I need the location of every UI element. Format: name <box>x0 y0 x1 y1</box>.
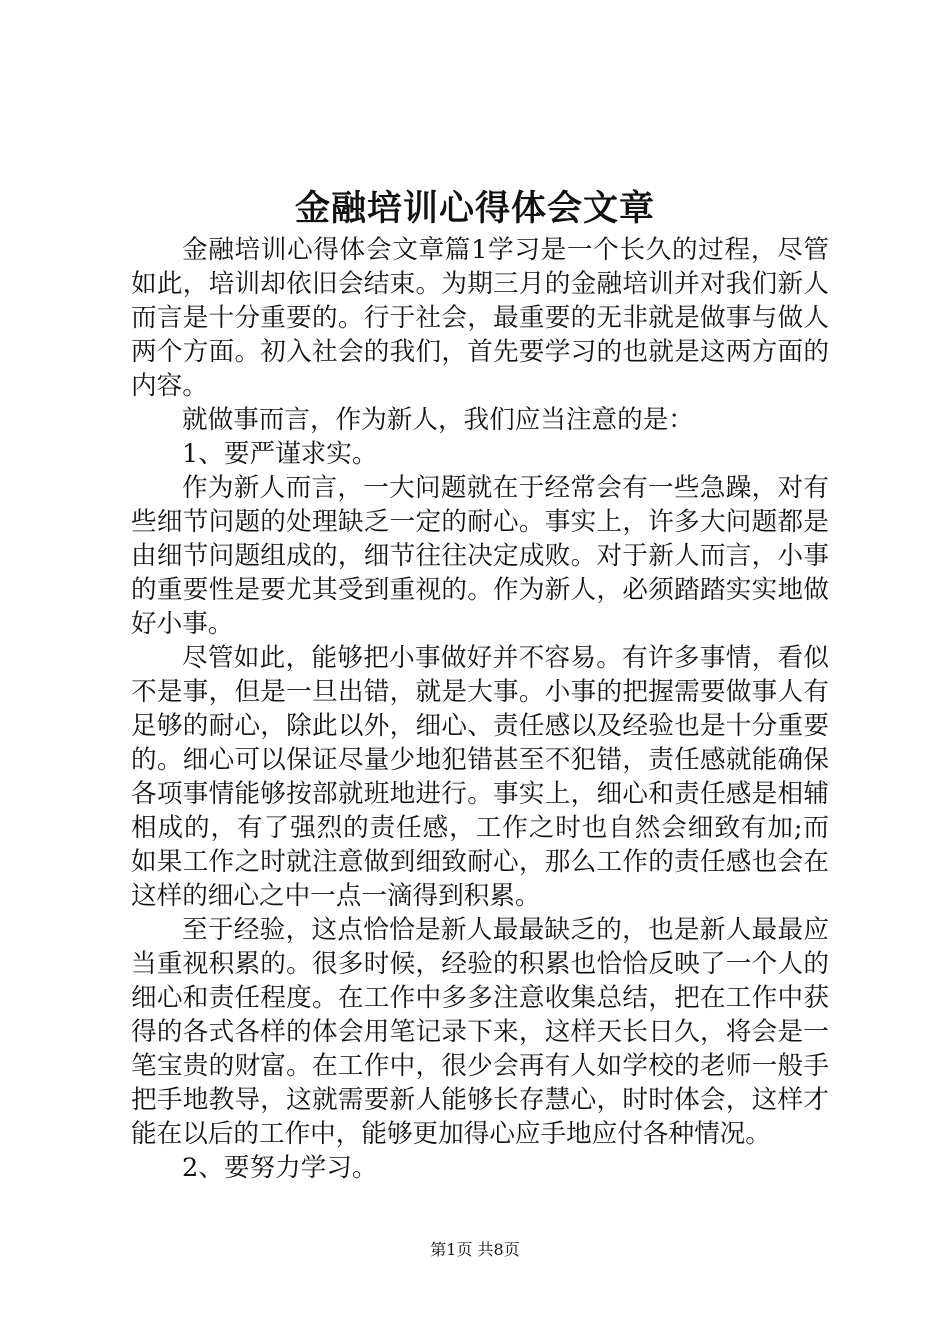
paragraph-details: 作为新人而言，一大问题就在于经常会有一些急躁，对有些细节问题的处理缺乏一定的耐心。事实上，许多大问题都是由细节问题组成的，细节往往决定成败。对于新人而言，小事的重要性是要尤其受到重视的。作为新人，必须踏踏实实地做好小事。 <box>131 473 829 639</box>
page-number: 第1页 共8页 <box>430 1240 520 1259</box>
heading-study: 2、要努力学习。 <box>182 1153 378 1183</box>
document-body <box>131 233 829 1183</box>
paragraph-intro: 金融培训心得体会文章篇1学习是一个长久的过程，尽管如此，培训却依旧会结束。为期三月的金融培训并对我们新人而言是十分重要的。行于社会，最重要的无非就是做事与做人两个方面。初入社会的我们，首先要学习的也就是这两方面的内容。 <box>131 235 829 401</box>
heading-rigorous: 1、要严谨求实。 <box>182 439 378 469</box>
document-title: 金融培训心得体会文章 <box>294 188 655 229</box>
paragraph-experience: 至于经验，这点恰恰是新人最最缺乏的，也是新人最最应当重视积累的。很多时候，经验的积累也恰恰反映了一个人的细心和责任程度。在工作中多多注意收集总结，把在工作中获得的各式各样的体会用笔记录下来，这样天长日久，将会是一笔宝贵的财富。在工作中，很少会再有人如学校的老师一般手把手地教导，这就需要新人能够长存慧心，时时体会，这样才能在以后的工作中，能够更加得心应手地应付各种情况。 <box>131 915 829 1149</box>
paragraph-doing-things: 就做事而言，作为新人，我们应当注意的是： <box>182 405 694 435</box>
paragraph-small-things: 尽管如此，能够把小事做好并不容易。有许多事情，看似不是事，但是一旦出错，就是大事。小事的把握需要做事人有足够的耐心，除此以外，细心、责任感以及经验也是十分重要的。细心可以保证尽量少地犯错甚至不犯错，责任感就能确保各项事情能够按部就班地进行。事实上，细心和责任感是相辅相成的，有了强烈的责任感，工作之时也自然会细致有加;而如果工作之时就注意做到细致耐心，那么工作的责任感也会在这样的细心之中一点一滴得到积累。 <box>131 643 829 911</box>
